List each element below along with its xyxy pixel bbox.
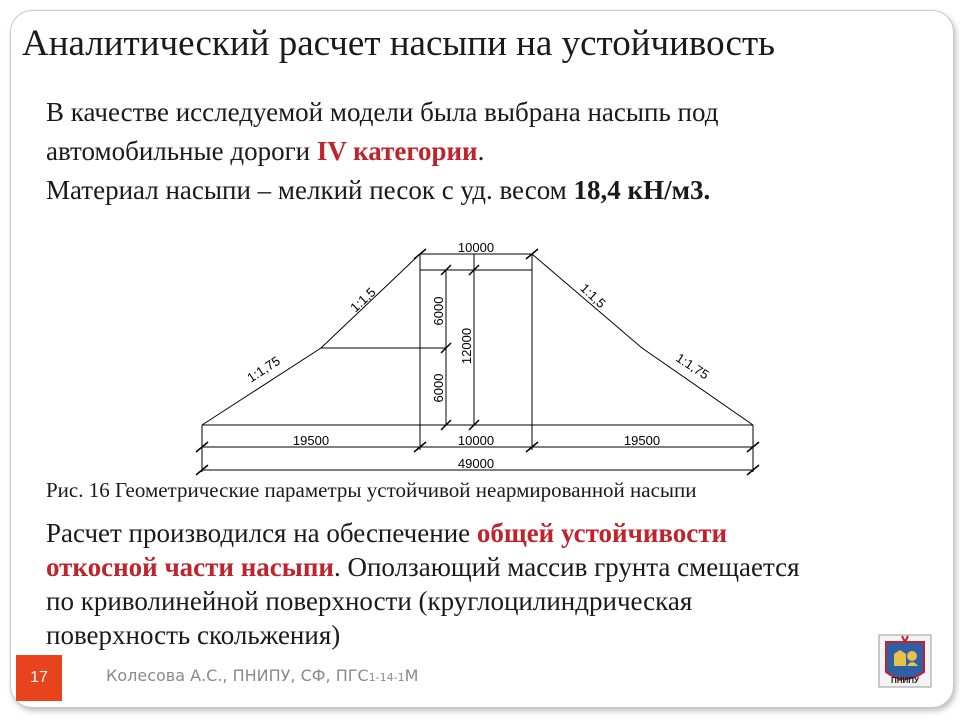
base-right-label: 19500 bbox=[623, 433, 661, 448]
footer-text: Колесова А.С., ПНИПУ, СФ, ПГС bbox=[106, 666, 369, 685]
material-text: Материал насыпи – мелкий песок с уд. весом bbox=[46, 175, 574, 205]
base-total-label: 49000 bbox=[457, 456, 495, 471]
base-middle-label: 10000 bbox=[457, 433, 495, 448]
page-number: 17 bbox=[16, 655, 62, 701]
general-stability: общей устойчивости bbox=[476, 518, 728, 548]
intro-line-1: В качестве исследуемой модели была выбрана насыпь под bbox=[46, 97, 719, 127]
university-logo bbox=[876, 632, 934, 690]
footer-author bbox=[106, 666, 418, 685]
figure-caption: Рис. 16 Геометрические параметры устойчивой неармированной насыпи bbox=[46, 478, 697, 502]
intro-line-2-text: автомобильные дороги bbox=[46, 136, 317, 166]
unit-weight: 18,4 кН/м3. bbox=[573, 175, 711, 205]
top-width-label: 10000 bbox=[457, 240, 495, 255]
slide-title: Аналитический расчет насыпи на устойчивость bbox=[22, 23, 776, 64]
embankment-outline bbox=[202, 254, 753, 425]
logo-caption: ПНИПУ bbox=[890, 676, 920, 685]
base-left-label: 19500 bbox=[292, 433, 330, 448]
calc-line-4: поверхность скольжения) bbox=[46, 620, 341, 650]
calculation-description bbox=[46, 516, 799, 652]
footer-suffix: М bbox=[404, 666, 419, 685]
embankment-diagram bbox=[190, 232, 770, 482]
height-lower-label: 6000 bbox=[431, 373, 446, 403]
slope-left-lower-label: 1:1,75 bbox=[244, 353, 283, 386]
height-upper-label: 6000 bbox=[431, 296, 446, 326]
intro-line-2 bbox=[46, 135, 484, 168]
calc-line-2 bbox=[46, 550, 799, 584]
intro-line-2-end: . bbox=[477, 136, 485, 166]
slope-part: откосной части насыпи bbox=[46, 552, 334, 582]
calc-line-1-text: Расчет производился на обеспечение bbox=[46, 518, 477, 548]
slope-right-upper-label: 1:1,5 bbox=[577, 280, 609, 312]
calc-line-1 bbox=[46, 516, 799, 550]
height-total-label: 12000 bbox=[459, 327, 474, 365]
intro-line-3 bbox=[46, 174, 710, 207]
road-category: IV категории bbox=[316, 136, 478, 166]
calc-line-3: по криволинейной поверхности (круглоцилиндрическая bbox=[46, 586, 693, 616]
footer-group: 1-14-1 bbox=[368, 671, 405, 684]
slope-right-lower-label: 1:1,75 bbox=[673, 350, 712, 383]
slope-left-upper-label: 1:1,5 bbox=[347, 284, 379, 316]
calc-line-2-text: . Оползающий массив грунта смещается bbox=[333, 552, 800, 582]
